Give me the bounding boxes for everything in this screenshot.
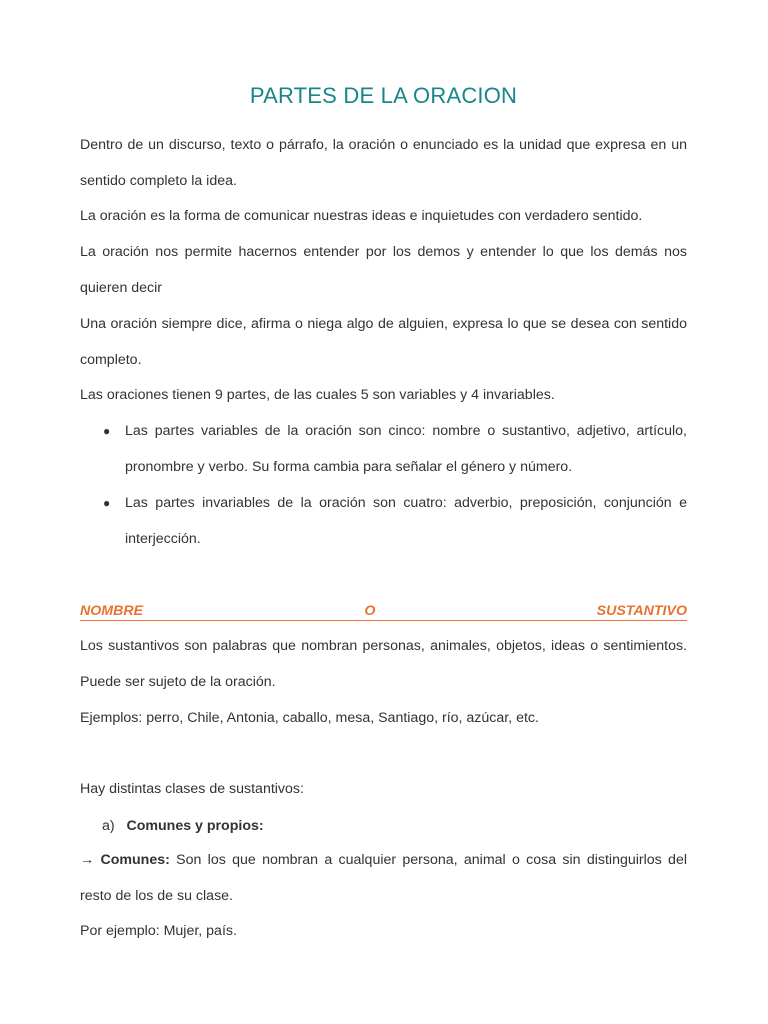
comunes-paragraph — [80, 842, 687, 914]
bullet-item — [80, 485, 687, 557]
intro-paragraph-5: Las oraciones tienen 9 partes, de las cuales 5 son variables y 4 invariables. — [80, 387, 555, 403]
comunes-label: Comunes: — [100, 852, 170, 868]
heading-word-3: SUSTANTIVO — [596, 603, 687, 619]
sub-list-marker: a) — [102, 818, 115, 834]
page-title: PARTES DE LA ORACION — [249, 83, 518, 108]
arrow-icon: → — [80, 852, 95, 868]
bullet-icon: ● — [103, 424, 111, 438]
intro-paragraph-4: Una oración siempre dice, afirma o niega algo de alguien, expresa lo que se desea con sentido completo. — [80, 316, 687, 368]
example-paragraph: Por ejemplo: Mujer, país. — [80, 923, 237, 939]
sub-list-label: Comunes y propios: — [126, 818, 264, 834]
section-paragraph-3: Hay distintas clases de sustantivos: — [80, 781, 304, 797]
comunes-text: Son los que nombran a cualquier persona, animal o cosa sin distinguirlos del resto de los de su clase. — [80, 852, 687, 904]
section-heading — [80, 593, 687, 621]
bullet-text: Las partes variables de la oración son cinco: nombre o sustantivo, adjetivo, artículo, pronombre y verbo. Su forma cambia para señalar el género y número. — [125, 423, 687, 475]
intro-paragraph-1: Dentro de un discurso, texto o párrafo, la oración o enunciado es la unidad que expresa en un sentido completo la idea. — [80, 137, 687, 189]
bullet-text: Las partes invariables de la oración son cuatro: adverbio, preposición, conjunción e interjección. — [125, 495, 687, 547]
section-paragraph-2: Ejemplos: perro, Chile, Antonia, caballo, mesa, Santiago, río, azúcar, etc. — [80, 710, 539, 726]
heading-word-2: O — [364, 603, 376, 619]
section-paragraph-1: Los sustantivos son palabras que nombran personas, animales, objetos, ideas o sentimientos. Puede ser sujeto de la oración. — [80, 638, 687, 690]
heading-word-1: NOMBRE — [80, 603, 144, 619]
bullet-icon: ● — [103, 496, 111, 510]
bullet-item — [80, 413, 687, 485]
sub-list-item — [102, 808, 264, 844]
parts-bullet-list — [80, 413, 687, 557]
intro-paragraph-3: La oración nos permite hacernos entender por los demos y entender lo que los demás nos quieren decir — [80, 244, 687, 296]
intro-paragraph-2: La oración es la forma de comunicar nuestras ideas e inquietudes con verdadero sentido. — [80, 208, 643, 224]
